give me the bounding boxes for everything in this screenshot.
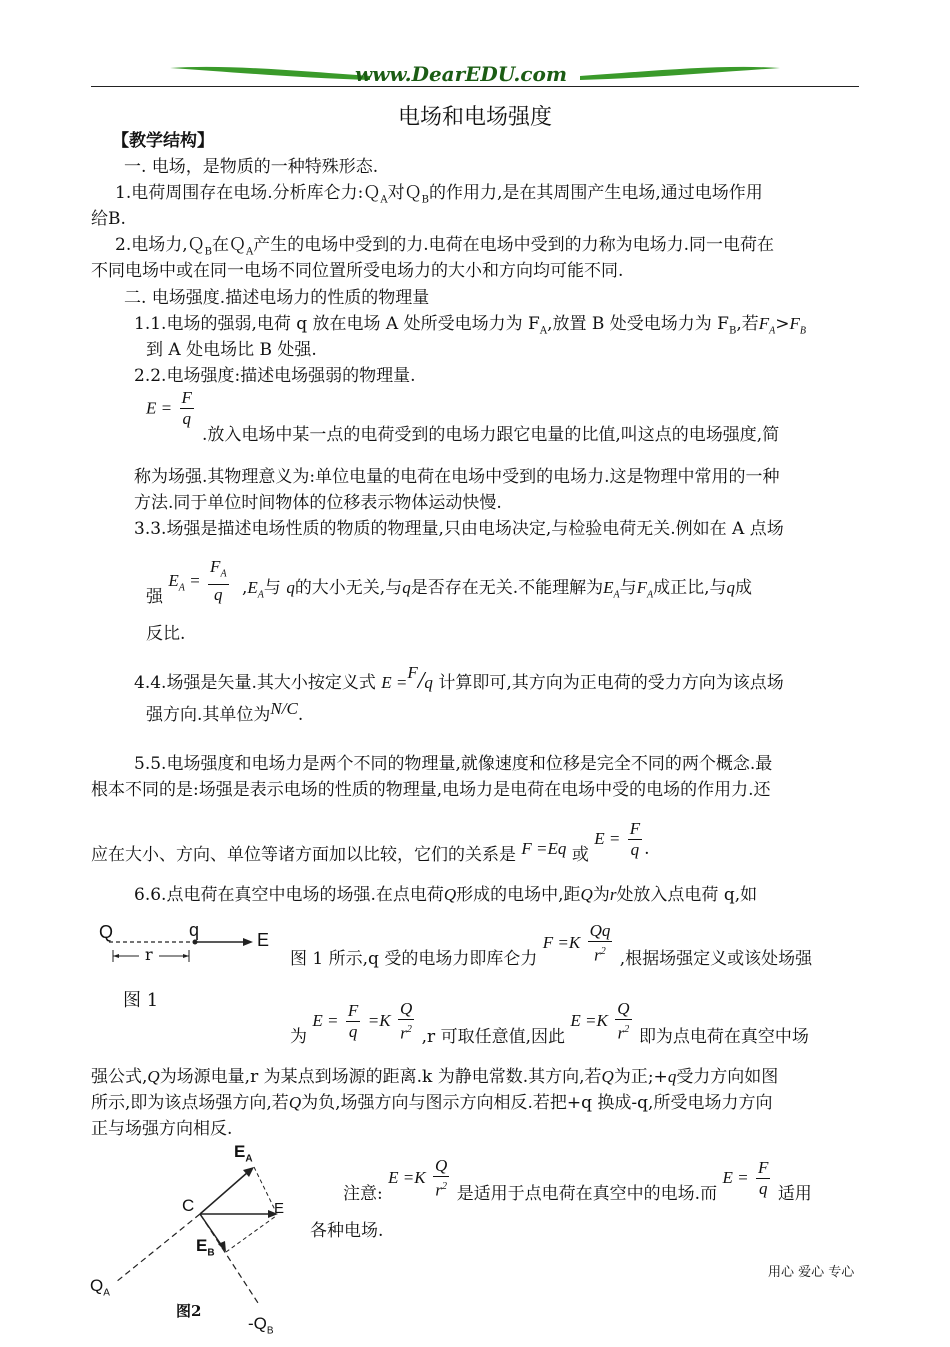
section-label: 【教学结构】 bbox=[112, 131, 214, 151]
math-e-eq: E = bbox=[388, 1167, 415, 1187]
p2-text-a: 1.电荷周围存在电场.分析库仑力:Ｑ bbox=[115, 183, 381, 203]
numerator: Q bbox=[435, 1156, 448, 1175]
paragraph-4: 二. 电场强度.描述电场力的性质的物理量 bbox=[124, 288, 430, 308]
p8-text-f: 与 bbox=[619, 578, 637, 598]
paragraph-5-cont: 到 A 处电场比 B 处强. bbox=[146, 340, 317, 360]
header-site-name[interactable]: www.DearEDU.com bbox=[355, 62, 568, 86]
p2-text-c: 的作用力,是在其周围产生电场,通过电场作用 bbox=[428, 183, 763, 203]
math-e: E bbox=[168, 570, 179, 590]
sub-b: B bbox=[204, 246, 212, 258]
numerator: F bbox=[758, 1157, 769, 1177]
label-sub: A bbox=[103, 1287, 110, 1299]
math-e: E bbox=[603, 578, 614, 597]
math-gt: > bbox=[775, 314, 790, 334]
p14-text-b: 为场源电量,r 为某点到场源的距离.k 为静电常数.其方向,若 bbox=[159, 1067, 602, 1087]
paragraph-2-cont: 给B. bbox=[91, 209, 126, 229]
math-f-eq: F = bbox=[521, 839, 548, 858]
figure-1-label-q: q bbox=[189, 920, 200, 940]
paragraph-9 bbox=[134, 663, 784, 696]
formula-e-f-slash-q bbox=[381, 663, 433, 694]
sub-a: A bbox=[178, 582, 185, 594]
p5-text-a: 1.1.电场的强弱,电荷 q 放在电场 A 处所受电场力为 F bbox=[134, 314, 540, 334]
math-f-eq: F = bbox=[542, 932, 569, 952]
paragraph-7: .放入电场中某一点的电荷受到的电场力跟它电量的比值,叫这点的电场强度,简 bbox=[202, 425, 780, 445]
p10-text-c: 应在大小、方向、单位等诸方面加以比较，它们的关系是 bbox=[91, 845, 516, 865]
math-e-eq: E = bbox=[594, 829, 621, 848]
denominator: q bbox=[758, 1178, 768, 1198]
label-q: Q bbox=[90, 1276, 104, 1295]
figure-2-label-qb bbox=[248, 1314, 274, 1336]
p14-text-f: 为负,场强方向与图示方向相反.若把+q 换成-q,所受电场力方向 bbox=[301, 1093, 773, 1113]
p8-text-c: 与 bbox=[263, 578, 281, 598]
denominator bbox=[588, 942, 613, 966]
math-q: q bbox=[726, 578, 736, 597]
math-f: F bbox=[407, 663, 418, 682]
fraction-q-over-r2 bbox=[398, 999, 414, 1044]
paragraph-14-c: 正与场强方向相反. bbox=[91, 1119, 233, 1139]
figure-1-label-r: r bbox=[145, 945, 153, 964]
math-e-eq-k bbox=[388, 1168, 425, 1187]
paragraph-6: 2.2.电场强度:描述电场强弱的物理量. bbox=[134, 366, 416, 386]
math-e: E bbox=[247, 578, 258, 597]
paragraph-8-formula-line bbox=[146, 543, 231, 607]
sub-a: A bbox=[257, 589, 264, 601]
math-q: q bbox=[402, 578, 411, 597]
p9-text-b: 计算即可,其方向为正电荷的受力方向为该点场 bbox=[438, 673, 784, 693]
p11-text-d: 处放入点电荷 q,如 bbox=[616, 885, 758, 905]
fraction-f-over-q bbox=[346, 1001, 360, 1042]
p15-text-c: 适用 bbox=[777, 1183, 812, 1204]
figure-2-label-eb bbox=[196, 1236, 215, 1258]
paragraph-14-b bbox=[91, 1090, 772, 1116]
math-slash: / bbox=[417, 668, 425, 694]
math-q: q bbox=[424, 673, 433, 692]
p9-text-c: 强方向.其单位为 bbox=[146, 705, 271, 725]
exponent-2: 2 bbox=[624, 1024, 630, 1035]
paragraph-10-b: 根本不同的是:场强是表示电场的性质的物理量,电场力是电荷在电场中受的电场的作用力.还 bbox=[91, 780, 771, 800]
math-k: K bbox=[414, 1167, 426, 1187]
paragraph-11 bbox=[134, 882, 757, 908]
sub-b: B bbox=[799, 325, 806, 337]
math-q-source: Q bbox=[147, 1067, 160, 1086]
math-k: K bbox=[568, 932, 581, 952]
fraction-qq-over-r2 bbox=[588, 921, 613, 966]
figure-1 bbox=[95, 920, 275, 1010]
p8-text-g: 成正比,与 bbox=[653, 578, 727, 598]
numerator: F bbox=[629, 819, 641, 838]
math-e-eq-k bbox=[570, 1011, 607, 1030]
p13-text-b: ,r 可取任意值,因此 bbox=[421, 1026, 565, 1047]
denominator: q bbox=[630, 840, 640, 859]
math-e-eq: E = bbox=[570, 1010, 597, 1030]
unit-n-per-c: N/C bbox=[270, 699, 298, 718]
math-k: K bbox=[596, 1010, 608, 1030]
paragraph-14 bbox=[91, 1064, 778, 1090]
math-ea-eq bbox=[168, 570, 201, 594]
numerator: F bbox=[347, 1000, 359, 1020]
p8-text-d: 的大小无关,与 bbox=[294, 578, 403, 598]
numerator: Q bbox=[617, 999, 630, 1018]
paragraph-9-cont: 强方向.其单位为N/C. bbox=[146, 699, 304, 725]
figure-2 bbox=[88, 1142, 298, 1342]
p9-text-a: 4.4.场强是矢量.其大小按定义式 bbox=[134, 673, 376, 693]
figure-2-label-c: C bbox=[182, 1196, 195, 1215]
math-e-eq: E = bbox=[312, 1010, 339, 1030]
math-f: F bbox=[210, 557, 221, 576]
paragraph-1: 一. 电场，是物质的一种特殊形态. bbox=[124, 157, 379, 177]
fraction-f-over-q bbox=[180, 388, 194, 429]
denominator bbox=[433, 1177, 449, 1201]
math-q-source: Q bbox=[288, 1093, 302, 1112]
math-q-source: Q bbox=[580, 885, 593, 904]
sub-a: A bbox=[380, 194, 388, 206]
math-q-source: Q bbox=[601, 1067, 614, 1086]
p8-text-b: 强 bbox=[146, 586, 163, 607]
math-eq: = bbox=[367, 1010, 380, 1030]
sub-a: A bbox=[539, 325, 548, 337]
p15-text-a: 注意: bbox=[343, 1183, 383, 1204]
page-title: 电场和电场强度 bbox=[397, 105, 552, 130]
figure-1-label-e: E bbox=[257, 930, 270, 950]
exponent-2: 2 bbox=[600, 946, 606, 957]
p14-text-d: 受力方向如图 bbox=[676, 1067, 779, 1087]
math-f: F bbox=[789, 314, 800, 333]
sub-b: B bbox=[728, 325, 737, 337]
p3-text-a: 2.电场力,Ｑ bbox=[115, 235, 205, 255]
paragraph-10: 5.5.电场强度和电场力是两个不同的物理量,就像速度和位移是完全不同的两个概念.最 bbox=[134, 754, 773, 774]
p11-text-a: 6.6.点电荷在真空中电场的场强.在点电荷 bbox=[134, 885, 444, 905]
paragraph-15 bbox=[343, 1140, 812, 1204]
sub-a: A bbox=[220, 568, 227, 580]
p11-text-b: 形成的电场中,距 bbox=[456, 885, 581, 905]
math-eq-product: Eq bbox=[547, 839, 567, 858]
math-q: q bbox=[286, 578, 295, 597]
exponent-2: 2 bbox=[441, 1181, 447, 1192]
math-f: F bbox=[758, 314, 770, 333]
figure-2-label-qa bbox=[90, 1276, 110, 1298]
numerator: F bbox=[181, 388, 192, 407]
numerator bbox=[208, 557, 229, 585]
p12-text-b: ,根据场强定义或该处场强 bbox=[619, 948, 813, 969]
math-r: r bbox=[400, 1023, 407, 1043]
p11-text-c: 为 bbox=[592, 885, 610, 905]
p14-text-a: 强公式, bbox=[91, 1067, 148, 1087]
math-eq: = bbox=[189, 570, 201, 590]
math-eq-k bbox=[368, 1011, 391, 1030]
label-sub: A bbox=[245, 1153, 253, 1165]
p8-text-h: 成 bbox=[735, 578, 753, 598]
paragraph-7-c: 方法.同于单位时间物体的位移表示物体运动快慢. bbox=[134, 493, 502, 513]
figure-2-label-e: E bbox=[274, 1200, 285, 1217]
paragraph-10-c: 应在大小、方向、单位等诸方面加以比较，它们的关系是 F =Eq 或 E = $\frac{F}{q}$ . bbox=[91, 819, 650, 865]
formula-f-eq bbox=[521, 839, 566, 858]
p13-text-a: 为 bbox=[290, 1026, 307, 1047]
label-sub: B bbox=[207, 1247, 215, 1259]
math-e-eq: E = bbox=[381, 673, 408, 692]
math-k: K bbox=[379, 1010, 391, 1030]
fraction-f-over-q bbox=[628, 819, 642, 860]
p14-text-e: 所示,即为该点场强方向,若 bbox=[91, 1093, 289, 1113]
figure-1-diagram bbox=[95, 920, 275, 970]
paragraph-13 bbox=[290, 985, 809, 1047]
math-e-eq: E = bbox=[722, 1167, 749, 1187]
p3-text-c: 产生的电场中受到的力.电荷在电场中受到的力称为电场力.同一电荷在 bbox=[253, 235, 775, 255]
p2-text-b: 对Ｑ bbox=[387, 183, 422, 203]
label-e: E bbox=[234, 1142, 246, 1161]
p5-text-c: ,若 bbox=[736, 314, 759, 334]
p10-text-d: 或 bbox=[571, 845, 589, 865]
sub-a: A bbox=[613, 589, 620, 601]
p13-text-c: 即为点电荷在真空中场 bbox=[638, 1026, 809, 1047]
paragraph-15-cont: 各种电场. bbox=[310, 1221, 384, 1241]
p5-text-b: ,放置 B 处受电场力为 F bbox=[547, 314, 729, 334]
label-e: E bbox=[196, 1236, 208, 1255]
fraction-f-over-q bbox=[756, 1158, 770, 1199]
sub-a: A bbox=[245, 246, 254, 258]
footer-slogan: 用心 爱心 专心 bbox=[768, 1265, 855, 1280]
sub-a: A bbox=[647, 589, 654, 601]
denominator bbox=[398, 1020, 414, 1044]
math-e-eq: E = bbox=[146, 398, 173, 418]
numerator: Q bbox=[399, 999, 413, 1018]
figure-2-label-ea bbox=[234, 1142, 253, 1164]
figure-1-caption: 图 1 bbox=[123, 990, 159, 1011]
p15-text-b: 是适用于点电荷在真空中的电场.而 bbox=[456, 1183, 718, 1204]
p3-text-b: 在Ｑ bbox=[211, 235, 246, 255]
formula-e-def bbox=[146, 388, 196, 429]
p14-text-c: 为正;+ bbox=[613, 1067, 668, 1087]
numerator: Qq bbox=[589, 921, 611, 940]
math-r: r bbox=[435, 1180, 442, 1200]
header-rule bbox=[91, 86, 859, 87]
paragraph-8-line-2: $,E_A$与 q的大小无关,与q是否存在无关.不能理解为$E_A$与$F_A$成正比,与q成 bbox=[242, 578, 753, 601]
label-sub: B bbox=[266, 1325, 274, 1337]
sub-a: A bbox=[769, 325, 776, 337]
fraction-fa-over-q bbox=[208, 557, 229, 605]
denominator bbox=[615, 1020, 631, 1044]
denominator: q bbox=[214, 585, 223, 605]
math-f: F bbox=[636, 578, 648, 597]
math-r: r bbox=[594, 945, 601, 965]
figure-1-label-q-source: Q bbox=[99, 922, 114, 942]
label-q: -Q bbox=[248, 1314, 267, 1333]
fraction-q-over-r2 bbox=[433, 1156, 449, 1201]
paragraph-8: 3.3.场强是描述电场性质的物质的物理量,只由电场决定,与检验电荷无关.例如在 A 点场 bbox=[134, 519, 784, 539]
math-q-source: Q bbox=[443, 885, 457, 904]
figure-2-caption: 图2 bbox=[176, 1302, 202, 1320]
p8-text-e: 是否存在无关.不能理解为 bbox=[410, 578, 604, 598]
denominator: q bbox=[348, 1021, 358, 1041]
math-q: q bbox=[667, 1067, 677, 1086]
exponent-2: 2 bbox=[406, 1024, 412, 1035]
math-r: r bbox=[617, 1023, 625, 1043]
denominator: q bbox=[182, 409, 191, 428]
fraction-q-over-r2 bbox=[615, 999, 631, 1044]
paragraph-8-cont: 反比. bbox=[146, 624, 186, 644]
sub-b: B bbox=[421, 194, 429, 206]
paragraph-3-cont: 不同电场中或在同一电场不同位置所受电场力的大小和方向均可能不同. bbox=[91, 261, 624, 281]
math-r: r bbox=[609, 885, 617, 904]
paragraph-12 bbox=[290, 915, 813, 969]
p12-text-a: 图 1 所示,q 受的电场力即库仑力 bbox=[290, 948, 538, 969]
paragraph-7-b: 称为场强.其物理意义为:单位电量的电荷在电场中受到的电场力.这是物理中常用的一种 bbox=[134, 467, 780, 487]
